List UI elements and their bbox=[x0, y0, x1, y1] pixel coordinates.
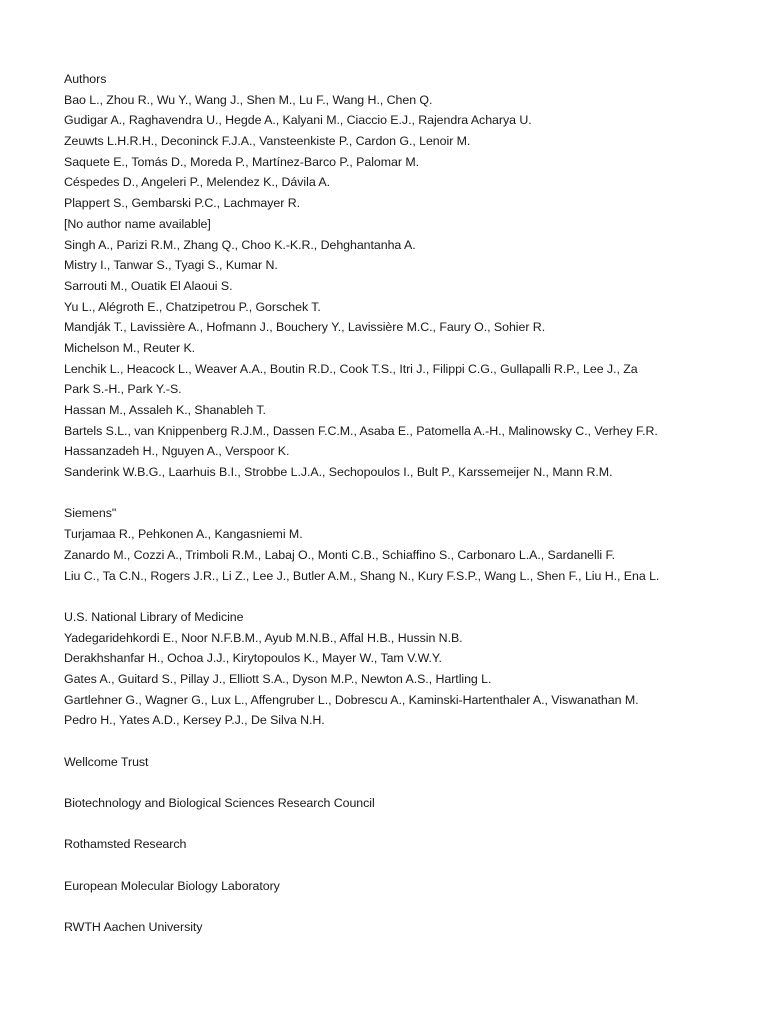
text-line: Sarrouti M., Ouatik El Alaoui S. bbox=[64, 278, 233, 293]
text-line: Mistry I., Tanwar S., Tyagi S., Kumar N. bbox=[64, 258, 278, 273]
text-line: Yu L., Alégroth E., Chatzipetrou P., Gorschek T. bbox=[64, 299, 321, 314]
text-line: Gartlehner G., Wagner G., Lux L., Affengruber L., Dobrescu A., Kaminski-Hartenthaler A., Viswanathan M. bbox=[64, 692, 639, 707]
text-line: Authors bbox=[64, 72, 107, 86]
text-line: [No author name available] bbox=[64, 216, 211, 231]
text-line: Lenchik L., Heacock L., Weaver A.A., Boutin R.D., Cook T.S., Itri J., Filippi C.G., Gullapalli R.P., Lee J., Za bbox=[64, 361, 638, 376]
text-line: Derakhshanfar H., Ochoa J.J., Kirytopoulos K., Mayer W., Tam V.W.Y. bbox=[64, 651, 442, 666]
text-line: Saquete E., Tomás D., Moreda P., Martínez-Barco P., Palomar M. bbox=[64, 154, 420, 169]
blank-line bbox=[64, 897, 754, 918]
blank-line bbox=[64, 772, 754, 793]
text-line: Bartels S.L., van Knippenberg R.J.M., Dassen F.C.M., Asaba E., Patomella A.-H., Malinowsky C., Verhey F.R. bbox=[64, 423, 658, 438]
text-line: European Molecular Biology Laboratory bbox=[64, 878, 280, 893]
text-line: Singh A., Parizi R.M., Zhang Q., Choo K.-K.R., Dehghantanha A. bbox=[64, 237, 416, 252]
text-line: Rothamsted Research bbox=[64, 837, 187, 852]
blank-line bbox=[64, 483, 754, 504]
text-line: RWTH Aachen University bbox=[64, 920, 203, 935]
text-line: Biotechnology and Biological Sciences Research Council bbox=[64, 796, 375, 811]
text-line: Hassanzadeh H., Nguyen A., Verspoor K. bbox=[64, 444, 290, 459]
text-line: Plappert S., Gembarski P.C., Lachmayer R. bbox=[64, 196, 300, 211]
text-line: Yadegaridehkordi E., Noor N.F.B.M., Ayub M.N.B., Affal H.B., Hussin N.B. bbox=[64, 630, 463, 645]
text-line: Mandják T., Lavissière A., Hofmann J., Bouchery Y., Lavissière M.C., Faury O., Sohier R. bbox=[64, 320, 546, 335]
text-line: Zanardo M., Cozzi A., Trimboli R.M., Labaj O., Monti C.B., Schiaffino S., Carbonaro L.A., Sardanelli F. bbox=[64, 547, 616, 562]
text-line: Siemens" bbox=[64, 506, 117, 521]
text-line: Wellcome Trust bbox=[64, 754, 149, 769]
text-line: Pedro H., Yates A.D., Kersey P.J., De Silva N.H. bbox=[64, 713, 325, 728]
text-line: Turjamaa R., Pehkonen A., Kangasniemi M. bbox=[64, 527, 303, 542]
text-line: Park S.-H., Park Y.-S. bbox=[64, 382, 182, 397]
document-page bbox=[64, 69, 754, 938]
text-line: Sanderink W.B.G., Laarhuis B.I., Strobbe L.J.A., Sechopoulos I., Bult P., Karssemeijer N., Mann R.M. bbox=[64, 465, 613, 480]
blank-line bbox=[64, 731, 754, 752]
text-line: U.S. National Library of Medicine bbox=[64, 609, 244, 624]
blank-line bbox=[64, 855, 754, 876]
text-line: Céspedes D., Angeleri P., Melendez K., Dávila A. bbox=[64, 175, 330, 190]
blank-line bbox=[64, 814, 754, 835]
text-line: Gates A., Guitard S., Pillay J., Elliott S.A., Dyson M.P., Newton A.S., Hartling L. bbox=[64, 671, 492, 686]
text-line: Zeuwts L.H.R.H., Deconinck F.J.A., Vansteenkiste P., Cardon G., Lenoir M. bbox=[64, 134, 471, 149]
text-line: Hassan M., Assaleh K., Shanableh T. bbox=[64, 403, 266, 417]
text-line: Liu C., Ta C.N., Rogers J.R., Li Z., Lee J., Butler A.M., Shang N., Kury F.S.P., Wang L., Shen F., Liu H., Ena L. bbox=[64, 568, 660, 583]
blank-line bbox=[64, 586, 754, 607]
text-line: Michelson M., Reuter K. bbox=[64, 340, 196, 355]
text-line: Bao L., Zhou R., Wu Y., Wang J., Shen M., Lu F., Wang H., Chen Q. bbox=[64, 92, 433, 107]
text-line: Gudigar A., Raghavendra U., Hegde A., Kalyani M., Ciaccio E.J., Rajendra Acharya U. bbox=[64, 113, 532, 128]
